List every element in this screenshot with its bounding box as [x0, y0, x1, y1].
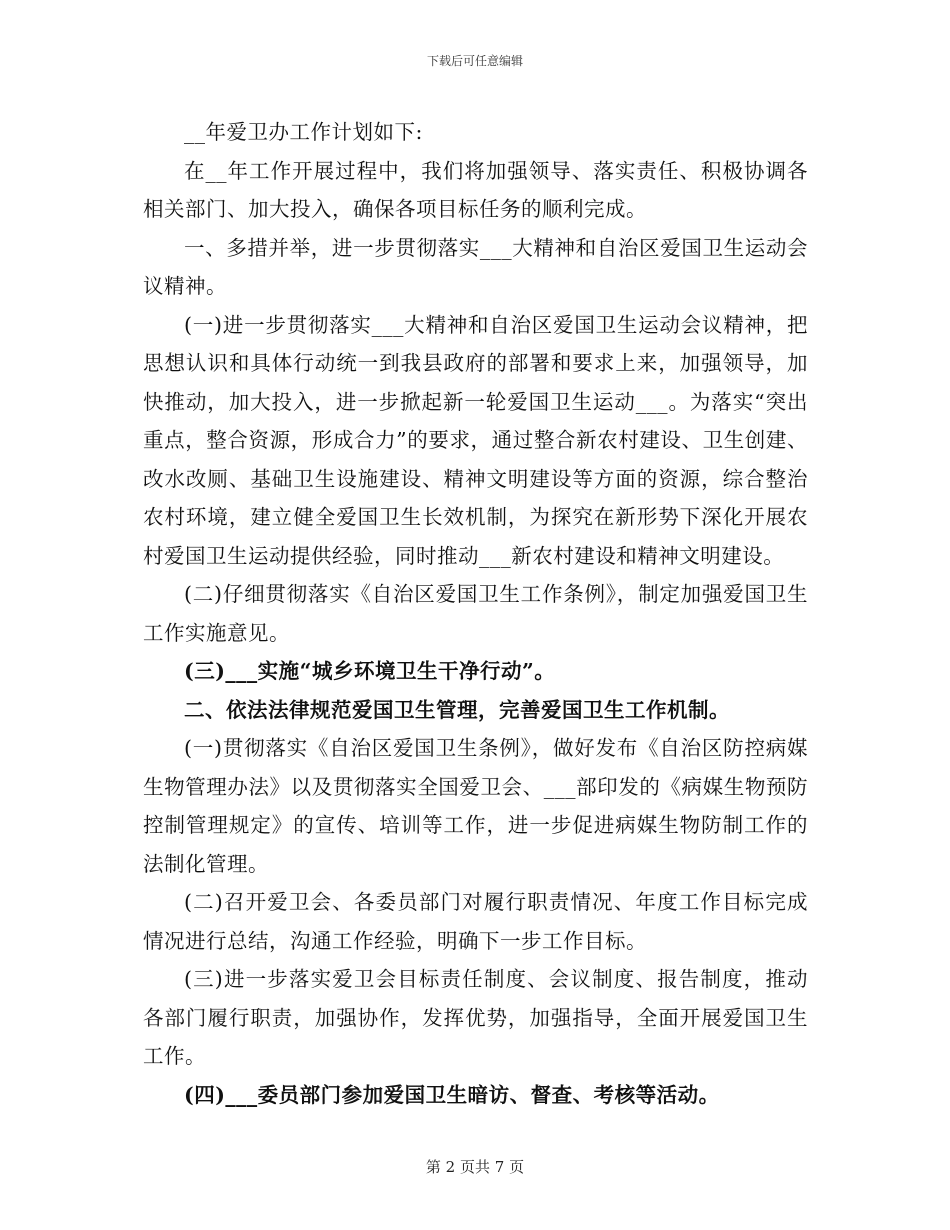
- page-number: 第 2 页共 7 页: [425, 1158, 525, 1176]
- paragraph-2-2: (二)召开爱卫会、各委员部门对履行职责情况、年度工作目标完成情况进行总结，沟通工作经验，明确下一步工作目标。: [143, 890, 808, 953]
- document-body: [143, 113, 808, 1114]
- paragraph-2: 在__年工作开展过程中，我们将加强领导、落实责任、积极协调各相关部门、加大投入，确保各项目标任务的顺利完成。: [143, 158, 808, 221]
- section-2-heading: 二、依法法律规范爱国卫生管理，完善爱国卫生工作机制。: [184, 697, 730, 722]
- paragraph-2-3: (三)进一步落实爱卫会目标责任制度、会议制度、报告制度，推动各部门履行职责，加强协作，发挥优势，加强指导，全面开展爱国卫生工作。: [143, 967, 808, 1068]
- paragraph-2-1: (一)贯彻落实《自治区爱国卫生条例》，做好发布《自治区防控病媒生物管理办法》以及贯彻落实全国爱卫会、___部印发的《病媒生物预防控制管理规定》的宣传、培训等工作，进一步促进病媒生物防制工作的法制化管理。: [143, 736, 808, 876]
- paragraph-2-4: (四)___委员部门参加爱国卫生暗访、督查、考核等活动。: [184, 1082, 720, 1107]
- page-header-note: 下载后可任意编辑: [426, 54, 523, 68]
- paragraph-1: __年爱卫办工作计划如下:: [184, 120, 423, 144]
- section-1-heading: 一、多措并举，进一步贯彻落实___大精神和自治区爱国卫生运动会议精神。: [143, 235, 808, 298]
- paragraph-1-3: (三)___实施“城乡环境卫生干净行动”。: [184, 659, 556, 683]
- paragraph-1-2: (二)仔细贯彻落实《自治区爱国卫生工作条例》，制定加强爱国卫生工作实施意见。: [143, 582, 808, 645]
- paragraph-1-1: (一)进一步贯彻落实___大精神和自治区爱国卫生运动会议精神，把思想认识和具体行动统一到我县政府的部署和要求上来，加强领导，加快推动，加大投入，进一步掀起新一轮爱国卫生运动___。为落实“突出重点，整合资源，形成合力”的要求，通过整合新农村建设、卫生创建、改水改厕、基础卫生设施建设、精神文明建设等方面的资源，综合整治农村环境，建立健全爱国卫生长效机制，为探究在新形势下深化开展农村爱国卫生运动提供经验，同时推动___新农村建设和精神文明建设。: [143, 312, 808, 568]
